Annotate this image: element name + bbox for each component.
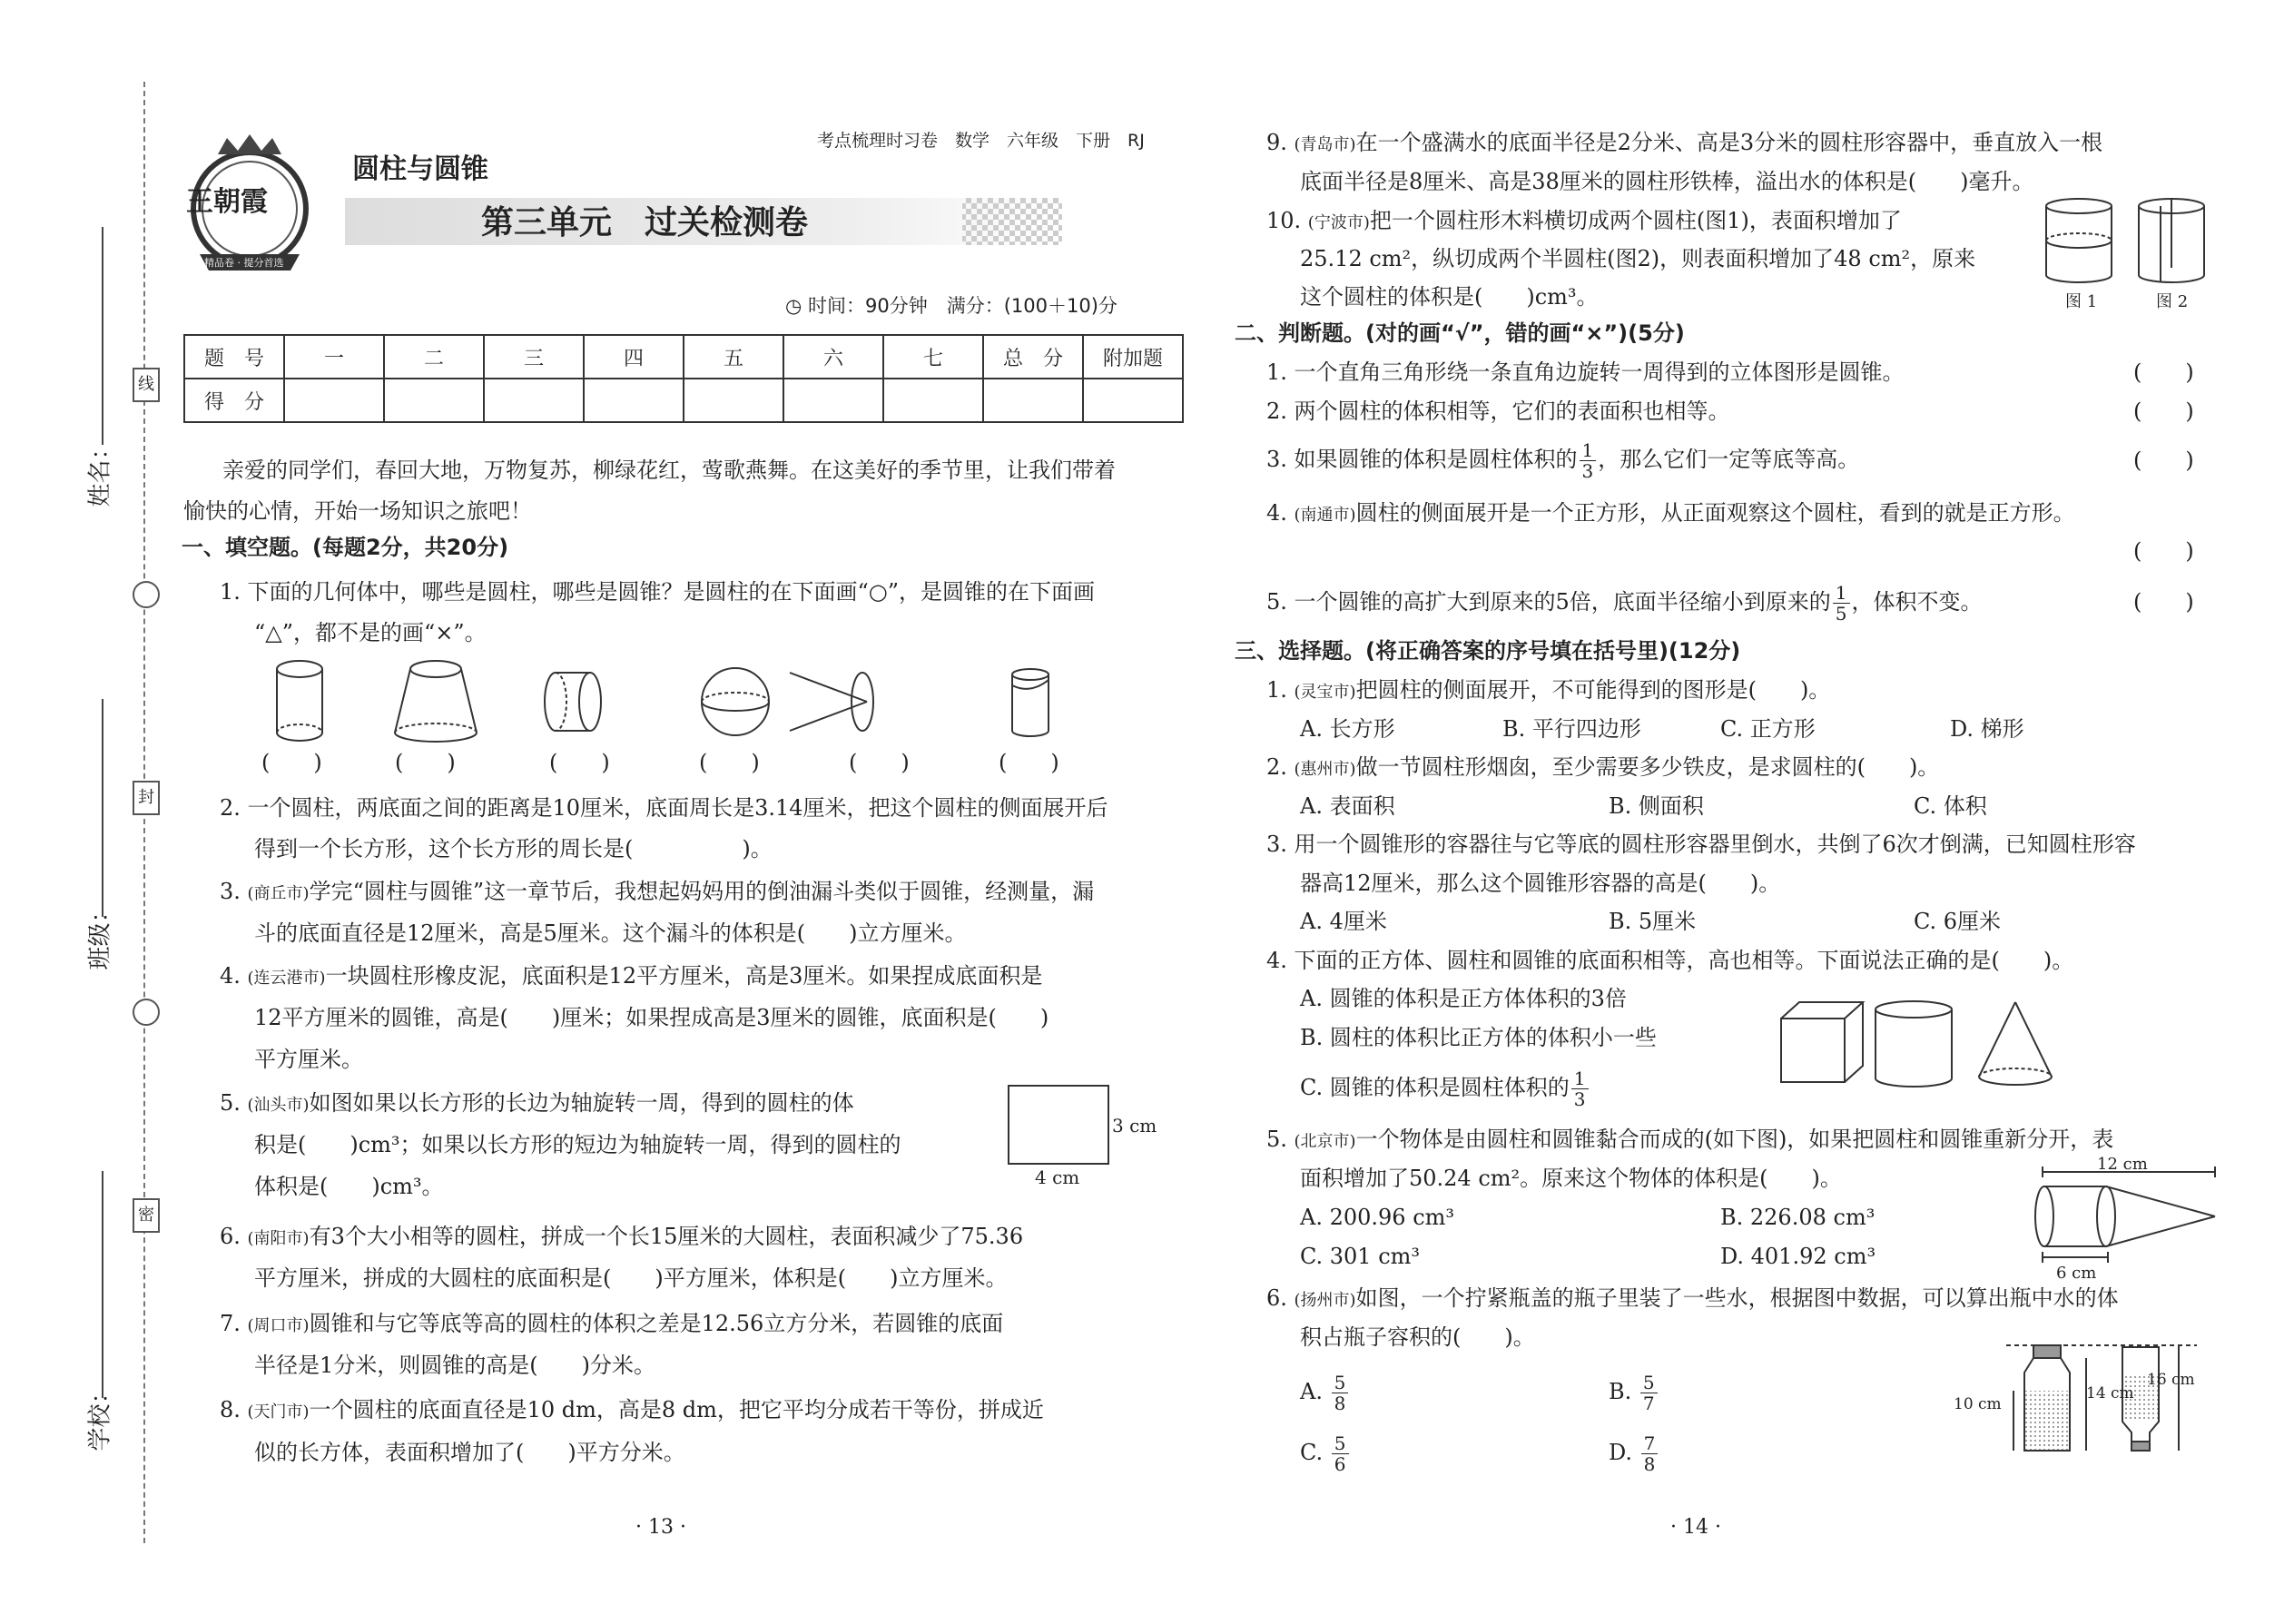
- choice-q1-opt-d[interactable]: D. 梯形: [1950, 716, 2024, 742]
- name-underline: [102, 227, 103, 445]
- choice-q3-line: 器高12厘米，那么这个圆锥形容器的高是( )。: [1300, 871, 1781, 896]
- q6-fig-height-16: 16 cm: [2147, 1371, 2195, 1389]
- q1-shapes: [263, 658, 953, 749]
- choice-q2-num: 2.: [1266, 754, 1295, 780]
- judge-q4-text: 圆柱的侧面展开是一个正方形，从正面观察这个圆柱，看到的就是正方形。: [1355, 500, 2075, 526]
- q1-line: “△”，都不是的画“×”。: [254, 620, 487, 645]
- judge-q1: 1. 一个直角三角形绕一条直角边旋转一周得到的立体图形是圆锥。: [1266, 359, 1905, 385]
- score-head: 二: [384, 335, 484, 379]
- judge-q5-text: 5. 一个圆锥的高扩大到原来的5倍，底面半径缩小到原来的: [1266, 589, 1831, 615]
- choice-q3-line: 3. 用一个圆锥形的容器往与它等底的圆柱形容器里倒水，共倒了6次才倒满，已知圆柱形容: [1266, 832, 2136, 857]
- margin-mark-seal: 封: [133, 781, 160, 815]
- choice-q2-opt-c[interactable]: C. 体积: [1914, 793, 1987, 819]
- clock-icon: ◷: [785, 295, 802, 317]
- q1-line: 1. 下面的几何体中，哪些是圆柱，哪些是圆锥？是圆柱的在下面画“○”，是圆锥的在下面画: [220, 579, 1096, 605]
- q10-city: (宁波市): [1307, 213, 1370, 232]
- choice-q1-text: 把圆柱的侧面展开，不可能得到的图形是( )。: [1355, 677, 1831, 703]
- score-head: 七: [883, 335, 983, 379]
- q1-answer-paren[interactable]: ( ): [549, 750, 610, 775]
- q1-answer-paren[interactable]: ( ): [699, 750, 760, 775]
- margin-mark-line: 线: [133, 368, 160, 402]
- q5-line: [220, 1089, 854, 1119]
- choice-q6-num: 6.: [1266, 1285, 1295, 1311]
- choice-q1-opt-b[interactable]: B. 平行四边形: [1502, 716, 1641, 742]
- q9-text: 在一个盛满水的底面半径是2分米、高是3分米的圆柱形容器中，垂直放入一根: [1355, 130, 2103, 155]
- score-cell[interactable]: [883, 379, 983, 422]
- choice-q1-opt-a[interactable]: A. 长方形: [1300, 716, 1395, 742]
- q7-line: [220, 1310, 1003, 1340]
- score-head: 附加题: [1083, 335, 1183, 379]
- q1-answer-paren[interactable]: ( ): [395, 750, 456, 775]
- choice-q4-line: 4. 下面的正方体、圆柱和圆锥的底面积相等，高也相等。下面说法正确的是( )。: [1266, 948, 2074, 973]
- judge-q4: [1266, 499, 2075, 529]
- intro-line: 亲爱的同学们，春回大地，万物复苏，柳绿花红，莺歌燕舞。在这美好的季节里，让我们带着: [222, 458, 1116, 483]
- choice-q6-opt-a[interactable]: A. $\frac{5}{8}$: [1300, 1366, 1350, 1417]
- score-cell[interactable]: [983, 379, 1083, 422]
- q2-line: 得到一个长方形，这个长方形的周长是( )。: [254, 836, 773, 861]
- q6-line: 平方厘米，拼成的大圆柱的底面积是( )平方厘米，体积是( )立方厘米。: [254, 1265, 1008, 1291]
- q6-city: (南阳市): [247, 1229, 310, 1248]
- judge-q1-paren[interactable]: ( ): [2133, 359, 2194, 385]
- score-cell[interactable]: [284, 379, 384, 422]
- score-cell[interactable]: [384, 379, 484, 422]
- series-info: 考点梳理时习卷 数学 六年级 下册 RJ: [817, 131, 1145, 151]
- class-underline: [102, 699, 103, 917]
- q8-line: [220, 1396, 1044, 1426]
- score-cell[interactable]: [783, 379, 883, 422]
- q5-line: 积是( )cm³；如果以长方形的短边为轴旋转一周，得到的圆柱的: [254, 1132, 901, 1157]
- choice-q1-opt-c[interactable]: C. 正方形: [1720, 716, 1816, 742]
- score-head: 题 号: [184, 335, 284, 379]
- judge-q2-paren[interactable]: ( ): [2133, 399, 2194, 424]
- q4-line: [220, 962, 1042, 992]
- score-cell[interactable]: [584, 379, 684, 422]
- q10-fig2-label: 图 2: [2156, 292, 2189, 311]
- choice-q1: [1266, 676, 1830, 706]
- q7-text: 圆锥和与它等底等高的圆柱的体积之差是12.56立方分米，若圆锥的底面: [309, 1311, 1004, 1336]
- q4-line: 12平方厘米的圆锥，高是( )厘米；如果捏成高是3厘米的圆锥，底面积是( ): [254, 1005, 1049, 1030]
- fraction-one-fifth: $\frac{1}{5}$: [1833, 583, 1850, 624]
- choice-q6-line: 积占瓶子容积的( )。: [1300, 1324, 1535, 1350]
- q8-num: 8.: [220, 1397, 248, 1422]
- q2-line: 2. 一个圆柱，两底面之间的距离是10厘米，底面周长是3.14厘米，把这个圆柱的侧面展开后: [220, 795, 1108, 821]
- score-head: 四: [584, 335, 684, 379]
- choice-q1-city: (灵宝市): [1294, 683, 1356, 702]
- choice-q2-city: (惠州市): [1294, 760, 1356, 779]
- score-head: 六: [783, 335, 883, 379]
- fraction-one-third: $\frac{1}{3}$: [1571, 1068, 1589, 1109]
- choice-q2: [1266, 753, 1939, 783]
- q9-num: 9.: [1266, 130, 1295, 155]
- q4-line: 平方厘米。: [254, 1047, 363, 1072]
- choice-q6-city: (扬州市): [1294, 1291, 1356, 1310]
- choice-q2-text: 做一节圆柱形烟囱，至少需要多少铁皮，是求圆柱的( )。: [1355, 754, 1940, 780]
- class-label: 班级：: [86, 899, 114, 970]
- q8-line: 似的长方体，表面积增加了( )平方分米。: [254, 1440, 685, 1465]
- score-cell[interactable]: [484, 379, 584, 422]
- q7-num: 7.: [220, 1311, 248, 1336]
- choice-q5-text: 一个物体是由圆柱和圆锥黏合而成的(如下图)，如果把圆柱和圆锥重新分开，表: [1355, 1127, 2114, 1152]
- q5-num: 5.: [220, 1090, 248, 1116]
- q5-cylinder-cone-figure: [2033, 1166, 2229, 1266]
- choice-q5-line: [1266, 1126, 2113, 1156]
- judge-q2: 2. 两个圆柱的体积相等，它们的表面积也相等。: [1266, 399, 1730, 424]
- q3-line: [220, 878, 1094, 908]
- judge-q3-text: 3. 如果圆锥的体积是圆柱体积的: [1266, 447, 1578, 472]
- score-head: 总 分: [983, 335, 1083, 379]
- score-head: 五: [684, 335, 783, 379]
- choice-q3-opt-a[interactable]: A. 4厘米: [1300, 909, 1387, 934]
- judge-q3-text: ，那么它们一定等底等高。: [1598, 447, 1860, 472]
- q5-city: (汕头市): [247, 1096, 310, 1115]
- judge-q4-paren[interactable]: ( ): [2133, 538, 2194, 564]
- fraction-one-third: $\frac{1}{3}$: [1580, 440, 1597, 481]
- choice-q5-num: 5.: [1266, 1127, 1295, 1152]
- choice-q4-opt-b[interactable]: B. 圆柱的体积比正方体的体积小一些: [1300, 1025, 1657, 1050]
- page-title: 第三单元 过关检测卷: [481, 204, 809, 241]
- q6-num: 6.: [220, 1224, 248, 1249]
- q1-answer-paren[interactable]: ( ): [999, 750, 1059, 775]
- q4-solids: [1779, 999, 2052, 1089]
- judge-q5-paren[interactable]: ( ): [2133, 589, 2194, 615]
- q5-text: 如图如果以长方形的长边为轴旋转一周，得到的圆柱的体: [309, 1090, 854, 1116]
- choice-q4-opt-c[interactable]: C. 圆锥的体积是圆柱体积的 $\frac{1}{3}$: [1300, 1062, 1590, 1113]
- chapter-title: 圆柱与圆锥: [352, 153, 488, 185]
- q1-answer-paren[interactable]: ( ): [261, 750, 322, 775]
- choice-q2-opt-b[interactable]: B. 侧面积: [1609, 793, 1704, 819]
- score-table: [183, 334, 1184, 423]
- q3-num: 3.: [220, 879, 248, 904]
- q3-city: (商丘市): [247, 884, 310, 903]
- judge-q5-text: ，体积不变。: [1851, 589, 1983, 615]
- time-info: ◷ 时间：90分钟 满分：(100＋10)分: [785, 295, 1117, 317]
- section2-title: 二、判断题。(对的画“√”，错的画“×”)(5分): [1235, 320, 1685, 346]
- q5-line: 体积是( )cm³。: [254, 1174, 444, 1199]
- choice-q3-opt-c[interactable]: C. 6厘米: [1914, 909, 2002, 934]
- choice-q5-opt-b[interactable]: B. 226.08 cm³: [1720, 1205, 1876, 1230]
- choice-q4-opt-a[interactable]: A. 圆锥的体积是正方体体积的3倍: [1300, 986, 1627, 1011]
- margin-mark-secret: 密: [133, 1198, 160, 1233]
- q6-line: [220, 1223, 1023, 1253]
- q5-side-label: 3 cm: [1112, 1115, 1157, 1137]
- school-underline: [102, 1171, 103, 1398]
- choice-q5-opt-c[interactable]: C. 301 cm³: [1300, 1244, 1421, 1269]
- judge-q3-paren[interactable]: ( ): [2133, 448, 2194, 473]
- q9-line: 底面半径是8厘米、高是38厘米的圆柱形铁棒，溢出水的体积是( )毫升。: [1300, 169, 2034, 194]
- logo-text: 王朝霞: [186, 186, 268, 218]
- q6-fig-water-height: 10 cm: [1954, 1395, 2002, 1413]
- q5-fig-top-label: 12 cm: [2097, 1155, 2148, 1174]
- q5-bottom-label: 4 cm: [1035, 1166, 1080, 1188]
- choice-q5-line: 面积增加了50.24 cm²。原来这个物体的体积是( )。: [1300, 1166, 1842, 1191]
- q1-shape-cut-cylinder: [1008, 667, 1062, 749]
- choice-q6-text: 如图，一个拧紧瓶盖的瓶子里装了一些水，根据图中数据，可以算出瓶中水的体: [1355, 1285, 2119, 1311]
- choice-q6-opt-d[interactable]: D. $\frac{7}{8}$: [1609, 1427, 1659, 1478]
- section3-title: 三、选择题。(将正确答案的序号填在括号里)(12分): [1235, 638, 1741, 664]
- judge-q3: [1266, 434, 1859, 485]
- q10-line: [1266, 207, 1902, 237]
- q10-text: 把一个圆柱形木料横切成两个圆柱(图1)，表面积增加了: [1369, 208, 1902, 233]
- choice-q5-city: (北京市): [1294, 1132, 1356, 1151]
- choice-q1-num: 1.: [1266, 677, 1295, 703]
- choice-q3-opt-b[interactable]: B. 5厘米: [1609, 909, 1697, 934]
- score-cell[interactable]: [1083, 379, 1183, 422]
- q4-city: (连云港市): [247, 969, 326, 988]
- q6-fig-height-14: 14 cm: [2086, 1384, 2134, 1403]
- choice-q6-line: [1266, 1284, 2119, 1314]
- intro-line: 愉快的心情，开始一场知识之旅吧！: [183, 498, 532, 524]
- q10-num: 10.: [1266, 208, 1308, 233]
- q7-line: 半径是1分米，则圆锥的高是( )分米。: [254, 1353, 655, 1378]
- q5-fig-bottom-label: 6 cm: [2056, 1264, 2097, 1283]
- score-row-label: 得 分: [184, 379, 284, 422]
- q3-text: 学完“圆柱与圆锥”这一章节后，我想起妈妈用的倒油漏斗类似于圆锥，经测量，漏: [309, 879, 1095, 904]
- judge-q4-num: 4.: [1266, 500, 1295, 526]
- choice-q6-opt-c[interactable]: C. $\frac{5}{6}$: [1300, 1427, 1351, 1478]
- judge-q4-city: (南通市): [1294, 506, 1356, 525]
- q10-line: 25.12 cm²，纵切成两个半圆柱(图2)，则表面积增加了48 cm²，原来: [1300, 246, 1976, 271]
- judge-q5: [1266, 576, 1983, 627]
- q10-fig1-label: 图 1: [2065, 292, 2098, 311]
- q8-city: (天门市): [247, 1403, 310, 1422]
- logo-subtext: 精品卷 · 提分首选: [204, 257, 284, 269]
- choice-q5-opt-d[interactable]: D. 401.92 cm³: [1720, 1244, 1876, 1269]
- page-number-left: · 13 ·: [635, 1516, 686, 1539]
- school-label: 学校：: [86, 1380, 114, 1452]
- score-head: 三: [484, 335, 584, 379]
- q9-city: (青岛市): [1294, 135, 1356, 154]
- q4-num: 4.: [220, 963, 248, 989]
- page-number-right: · 14 ·: [1670, 1516, 1721, 1539]
- score-head: 一: [284, 335, 384, 379]
- name-label: 姓名：: [86, 436, 114, 507]
- score-cell[interactable]: [684, 379, 783, 422]
- q3-line: 斗的底面直径是12厘米，高是5厘米。这个漏斗的体积是( )立方厘米。: [254, 920, 967, 946]
- margin-ring-icon: [133, 999, 160, 1026]
- q4-text: 一块圆柱形橡皮泥，底面积是12平方厘米，高是3厘米。如果捏成底面积是: [325, 963, 1043, 989]
- q6-text: 有3个大小相等的圆柱，拼成一个长15厘米的大圆柱，表面积减少了75.36: [309, 1224, 1024, 1249]
- q1-answer-paren[interactable]: ( ): [849, 750, 910, 775]
- q8-text: 一个圆柱的底面直径是10 dm，高是8 dm，把它平均分成若干等份，拼成近: [309, 1397, 1044, 1422]
- q10-line: 这个圆柱的体积是( )cm³。: [1300, 284, 1599, 310]
- choice-q6-opt-b[interactable]: B. $\frac{5}{7}$: [1609, 1366, 1659, 1417]
- q7-city: (周口市): [247, 1316, 310, 1335]
- q9-line: [1266, 129, 2102, 159]
- choice-q5-opt-a[interactable]: A. 200.96 cm³: [1300, 1205, 1455, 1230]
- q10-figures: [2043, 195, 2215, 286]
- choice-q2-opt-a[interactable]: A. 表面积: [1300, 793, 1395, 819]
- section1-title: 一、填空题。(每题2分，共20分): [182, 535, 509, 560]
- q5-rectangle: [1008, 1085, 1109, 1165]
- margin-ring-icon: [133, 581, 160, 608]
